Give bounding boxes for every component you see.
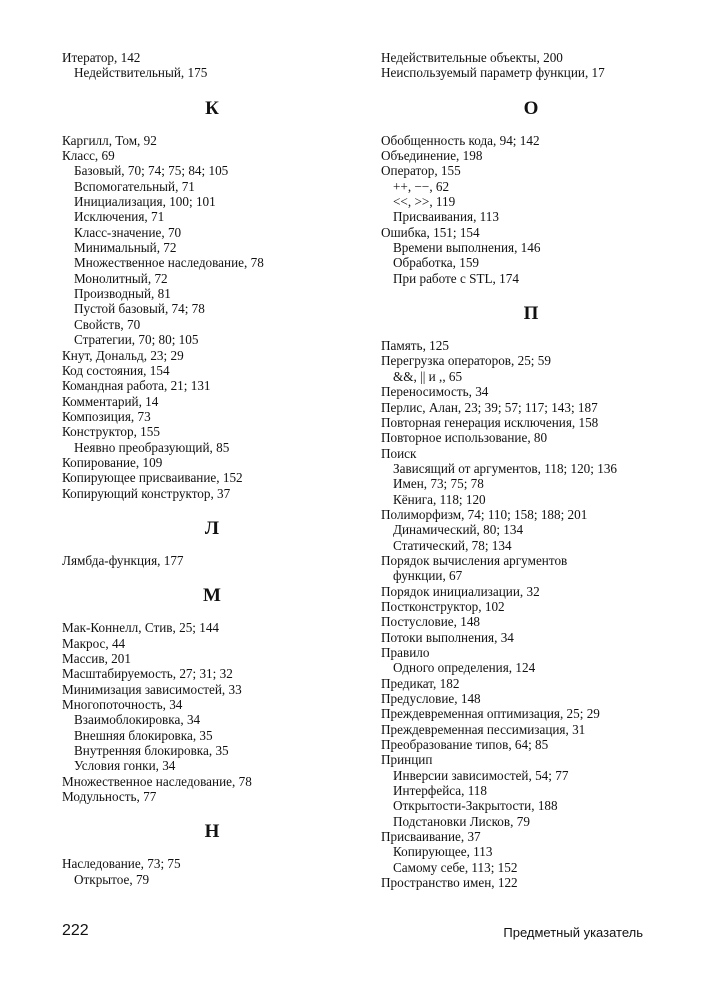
index-subentry: Внутренняя блокировка, 35	[74, 743, 229, 759]
section-letter-heading: О	[523, 97, 539, 119]
index-subentry: Минимальный, 72	[74, 240, 177, 256]
index-subentry: Динамический, 80; 134	[393, 522, 524, 538]
index-entry: Обобщенность кода, 94; 142	[381, 132, 540, 148]
index-entry: Недействительные объекты, 200	[381, 50, 563, 65]
index-entry: Неиспользуемый параметр функции, 17	[381, 65, 605, 81]
index-subentry: Исключения, 71	[74, 209, 165, 225]
index-entry: Память, 125	[381, 338, 449, 354]
index-column-right	[381, 50, 681, 891]
index-entry: Преобразование типов, 64; 85	[381, 737, 549, 753]
index-subentry: Подстановки Лисков, 79	[393, 813, 530, 829]
index-entry: Код состояния, 154	[62, 362, 170, 378]
index-subentry: ++, −−, 62	[393, 178, 450, 194]
index-subentry: функции, 67	[393, 568, 463, 584]
index-subentry: Стратегии, 70; 80; 105	[74, 332, 199, 348]
index-subentry: <<, >>, 119	[393, 194, 456, 210]
index-entry: Перегрузка операторов, 25; 59	[381, 353, 551, 369]
index-entry: Множественное наследование, 78	[62, 773, 252, 789]
index-subentry: Внешняя блокировка, 35	[74, 727, 213, 743]
index-entry: Правило	[381, 645, 430, 660]
section-letter-heading: М	[203, 585, 221, 607]
section-letter-heading: Н	[204, 821, 220, 843]
index-subentry: Зависящий от аргументов, 118; 120; 136	[393, 460, 618, 476]
index-subentry: Пустой базовый, 74; 78	[74, 301, 205, 317]
section-letter-heading: Л	[204, 517, 220, 539]
index-entry: Комментарий, 14	[62, 393, 159, 409]
index-subentry: Копирующее, 113	[393, 844, 493, 860]
index-subentry: Кёнига, 118; 120	[393, 491, 486, 507]
index-subentry: Недействительный, 175	[74, 65, 208, 81]
index-entry: Макрос, 44	[62, 635, 126, 651]
index-entry: Мак-Коннелл, Стив, 25; 144	[62, 620, 220, 636]
index-subentry: Инверсии зависимостей, 54; 77	[393, 767, 569, 783]
index-entry: Постусловие, 148	[381, 614, 481, 630]
page-footer	[62, 922, 643, 942]
index-subentry: Времени выполнения, 146	[393, 240, 541, 256]
index-entry: Оператор, 155	[381, 163, 461, 179]
index-subentry: Имен, 73; 75; 78	[393, 476, 484, 492]
index-subentry: Множественное наследование, 78	[74, 255, 264, 271]
index-entry: Минимизация зависимостей, 33	[62, 681, 242, 697]
index-entry: Лямбда-функция, 177	[62, 552, 184, 568]
index-subentry: Присваивания, 113	[393, 209, 499, 225]
index-subentry: Производный, 81	[74, 286, 171, 302]
index-subentry: Инициализация, 100; 101	[74, 194, 216, 210]
index-subentry: Монолитный, 72	[74, 270, 168, 286]
index-entry: Каргилл, Том, 92	[62, 132, 157, 148]
index-subentry: Самому себе, 113; 152	[393, 859, 518, 875]
index-subentry: Открытое, 79	[74, 871, 150, 887]
index-entry: Кнут, Дональд, 23; 29	[62, 347, 184, 363]
index-entry: Порядок инициализации, 32	[381, 583, 540, 599]
index-entry: Порядок вычисления аргументов	[381, 552, 568, 568]
index-entry: Предикат, 182	[381, 675, 460, 691]
index-subentry: Класс-значение, 70	[74, 224, 182, 240]
index-entry: Объединение, 198	[381, 148, 483, 164]
index-entry: Предусловие, 148	[381, 691, 481, 707]
index-subentry: Условия гонки, 34	[74, 758, 176, 774]
index-entry: Композиция, 73	[62, 408, 151, 424]
index-entry: Принцип	[381, 752, 433, 768]
index-entry: Полиморфизм, 74; 110; 158; 188; 201	[381, 506, 588, 522]
index-entry: Постконструктор, 102	[381, 598, 505, 614]
index-subentry: Свойств, 70	[74, 316, 141, 332]
index-entry: Копирующее присваивание, 152	[62, 470, 243, 486]
index-subentry: Взаимоблокировка, 34	[74, 712, 201, 728]
section-letter-heading: К	[205, 97, 219, 119]
index-subentry: Одного определения, 124	[393, 660, 536, 676]
section-letter-heading: П	[523, 303, 539, 325]
index-subentry: Статический, 78; 134	[393, 537, 512, 553]
index-entry: Пространство имен, 122	[381, 875, 518, 891]
index-entry: Преждевременная пессимизация, 31	[381, 721, 586, 737]
index-entry: Класс, 69	[62, 148, 115, 164]
index-entry: Повторное использование, 80	[381, 430, 548, 446]
index-subentry: Открытости-Закрытости, 188	[393, 798, 558, 814]
index-subentry: &&, || и ,, 65	[393, 368, 463, 384]
index-entry: Перлис, Алан, 23; 39; 57; 117; 143; 187	[381, 399, 598, 415]
page-number: 222	[62, 922, 89, 939]
index-entry: Ошибка, 151; 154	[381, 224, 480, 240]
index-subentry: Обработка, 159	[393, 255, 480, 271]
index-entry: Наследование, 73; 75	[62, 856, 181, 872]
index-entry: Многопоточность, 34	[62, 697, 183, 712]
index-entry: Потоки выполнения, 34	[381, 629, 514, 645]
index-entry: Повторная генерация исключения, 158	[381, 414, 599, 430]
index-column-left	[62, 50, 362, 887]
index-subentry: Базовый, 70; 74; 75; 84; 105	[74, 163, 229, 179]
index-subentry: При работе с STL, 174	[393, 270, 519, 286]
index-entry: Копирование, 109	[62, 454, 163, 470]
index-entry: Конструктор, 155	[62, 424, 160, 440]
index-entry: Командная работа, 21; 131	[62, 378, 211, 394]
index-entry: Итератор, 142	[62, 50, 141, 65]
index-entry: Переносимость, 34	[381, 384, 489, 400]
index-subentry: Неявно преобразующий, 85	[74, 439, 230, 455]
index-entry: Поиск	[381, 445, 417, 461]
index-entry: Копирующий конструктор, 37	[62, 485, 231, 501]
running-title: Предметный указатель	[503, 925, 643, 940]
index-entry: Преждевременная оптимизация, 25; 29	[381, 706, 600, 722]
index-subentry: Интерфейса, 118	[393, 783, 487, 799]
index-entry: Массив, 201	[62, 650, 131, 666]
index-entry: Модульность, 77	[62, 789, 157, 805]
index-entry: Присваивание, 37	[381, 829, 481, 845]
index-subentry: Вспомогательный, 71	[74, 178, 195, 194]
index-entry: Масштабируемость, 27; 31; 32	[62, 666, 233, 682]
